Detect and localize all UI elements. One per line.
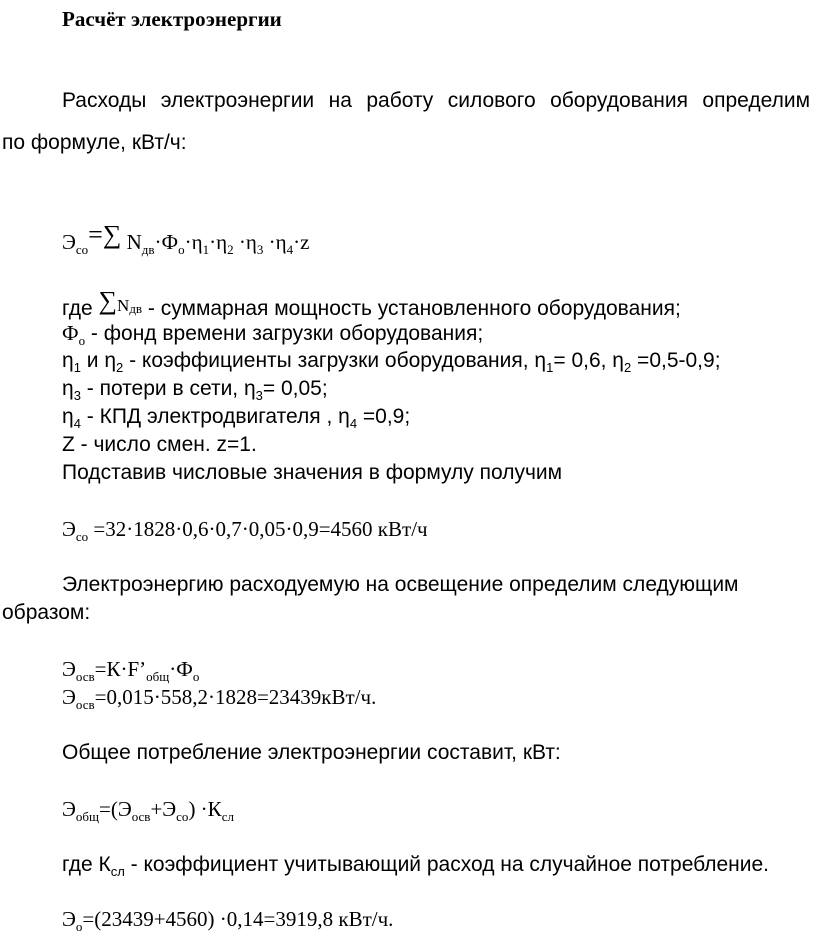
formula1-z: ·z	[293, 230, 310, 254]
calc1-e: Э	[62, 517, 76, 541]
def3-sub1: 1	[73, 360, 81, 375]
formula-total	[62, 796, 234, 830]
sum-symbol: =∑	[88, 220, 122, 249]
calc-total	[62, 906, 393, 940]
formula3-k-sub: сл	[221, 809, 234, 824]
calc1-rest: =32·1828·0,6·0,7·0,05·0,9=4560 кВт/ч	[88, 517, 428, 541]
formula2-f-sub: общ	[146, 669, 170, 684]
formula1-eta1-sub: 1	[202, 242, 210, 257]
def5-val: =0,9;	[357, 405, 411, 428]
formula3-e: Э	[62, 797, 76, 821]
formula3-close: ) ·К	[188, 797, 222, 821]
formula1-eta4: ·η	[263, 230, 287, 254]
formula1-e-sub: со	[75, 242, 89, 257]
def2-text: - фонд времени загрузки оборудования;	[85, 322, 484, 345]
formula1-e: Э	[62, 230, 76, 254]
def5-text: - КПД электродвигателя , η	[80, 405, 350, 428]
def3-text: - коэффициенты загрузки оборудования, η	[123, 349, 547, 372]
def3-val2: =0,5-0,9;	[631, 349, 721, 372]
formula3-e-sub: общ	[75, 809, 99, 824]
def4-sub: 3	[73, 388, 81, 403]
lighting-line-2: образом:	[2, 601, 91, 624]
def1-n: N	[117, 296, 130, 315]
formula1-n-sub: дв	[141, 242, 155, 257]
calc1-e-sub: со	[75, 529, 89, 544]
intro-line-1: Расходы электроэнергии на работу силового оборудования определим	[62, 89, 810, 112]
formula2-e: Э	[62, 657, 76, 681]
def3-and: и η	[80, 349, 117, 372]
formula2-k: =К·F’	[94, 657, 147, 681]
formula1-eta2-sub: 2	[227, 242, 234, 257]
formula3-co-sub: со	[176, 809, 189, 824]
def4-eta: η	[62, 377, 74, 400]
total-consumption-text: Общее потребление электроэнергии составит, кВт:	[62, 741, 561, 764]
formula1-eta1: ·η	[184, 230, 203, 254]
formula3-plus: +Э	[150, 797, 177, 821]
calc2-e: Э	[62, 685, 76, 709]
calc3-e-sub: о	[75, 919, 83, 934]
def5-sub: 4	[73, 416, 81, 431]
formula1-eta4-sub: 4	[286, 242, 294, 257]
def4-sub2: 3	[255, 388, 263, 403]
def4-val: = 0,05;	[262, 377, 328, 400]
def1-n-sub: дв	[129, 301, 143, 316]
def5-eta: η	[62, 405, 74, 428]
calc-power-energy	[62, 516, 428, 550]
def3-eta: η	[62, 349, 74, 372]
sum-symbol: ∑	[98, 286, 118, 315]
def4-text: - потери в сети, η	[80, 377, 256, 400]
def1-text: - суммарная мощность установленного оборудования;	[142, 297, 681, 320]
formula1-eta3-sub: 3	[256, 242, 264, 257]
kcl-prefix: где К	[62, 853, 111, 876]
calc2-rest: =0,015·558,2·1828=23439кВт/ч.	[94, 685, 377, 709]
formula1-eta2: ·η	[209, 230, 228, 254]
def3-sub4: 2	[623, 360, 632, 375]
def2-f: Ф	[62, 321, 79, 345]
intro-line-2: по формуле, кВт/ч:	[2, 131, 187, 154]
calc3-rest: =(23439+4560) ·0,14=3919,8 кВт/ч.	[82, 907, 394, 931]
def1-prefix: где	[62, 297, 99, 320]
formula3-osv-sub: осв	[131, 809, 151, 824]
lighting-line-1: Электроэнергию расходуемую на освещение определим следующим	[62, 573, 739, 596]
formula2-fo-sub: о	[192, 669, 200, 684]
def-random-coefficient	[62, 852, 769, 885]
calc-lighting	[62, 684, 376, 718]
def3-sub2: 2	[116, 360, 124, 375]
kcl-text: - коэффициент учитывающий расход на случайное потребление.	[124, 853, 769, 876]
def2-f-sub: о	[78, 333, 86, 348]
def-sum-power	[62, 288, 681, 322]
formula1-f-sub: о	[178, 242, 185, 257]
def5-sub2: 4	[349, 416, 358, 431]
calc2-e-sub: осв	[75, 697, 95, 712]
calc3-e: Э	[62, 907, 76, 931]
def-shifts: Z - число смен. z=1.	[62, 433, 257, 456]
formula1-eta3: ·η	[233, 230, 257, 254]
kcl-sub: сл	[110, 864, 125, 879]
formula2-e-sub: осв	[75, 669, 95, 684]
def3-val1: = 0,6, η	[553, 349, 624, 372]
page-title: Расчёт электроэнергии	[62, 7, 282, 31]
def3-sub3: 1	[546, 360, 554, 375]
formula2-fo: ·Ф	[169, 657, 193, 681]
substitute-text: Подставив числовые значения в формулу получим	[62, 461, 563, 484]
formula-energy-power	[62, 222, 309, 263]
formula1-n: N	[121, 230, 142, 254]
formula1-f: ·Ф	[154, 230, 179, 254]
formula3-open: =(Э	[99, 797, 132, 821]
